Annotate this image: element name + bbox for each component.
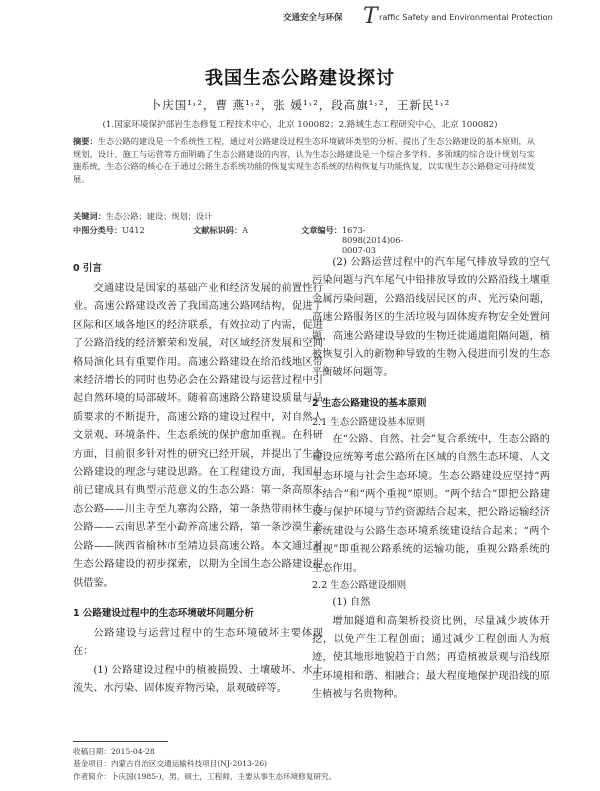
paper-title: 我国生态公路建设探讨 [205, 68, 395, 89]
paragraph: 交通建设是国家的基础产业和经济发展的前置性行业。高速公路建设改善了我国高速公路网结构，促进了区际和区域各地区的经济联系，有效拉动了内需，促进了公路沿线的经济繁荣和发展，对区域经济发展和空间格局演化具有重要作用。高速公路建设在给沿线地区带来经济增长的同时也势必会在公路建设与运营过程中引起自然环境的局部破坏。随着高速路公路建设质量与品质要求的不断提升，高速公路的建设过程中，对自然人文景观、环境条件、生态系统的保护愈加重视。在科研方面，目前很多针对性的研究已经开展，并提出了生态公路建设的理念与建设思路。在工程建设方面，我国目前已建成具有典型示范意义的生态公路：第一条高原生态公路——川主寺至九寨沟公路，第一条热带雨林生态公路——云南思茅至小勐养高速公路，第一条沙漠生态公路——陕西省榆林市至靖边县高速公路。本文通过对生态公路建设的初步探索，以期为全国生态公路建设提供借鉴。 [73, 283, 323, 589]
paragraph: 在“公路、自然、社会”复合系统中，生态公路的建设应统筹考虑公路所在区域的自然生态环境、人文生态环境与社会生态环境。生态公路建设应坚持“两个结合”和“两个重视”原则。“两个结合”即把公路建设与保护环境与节约资源结合起来，把公路运输经济系统建设与公路生态环境系统建设结合起来；“两个重视”即重视公路系统的运输功能，重视公路系统的生态作用。 [312, 433, 550, 574]
journal-name-en: raffic Safety and Environmental Protection [379, 12, 553, 22]
author-list: 卜庆国¹˒²，曹 燕¹˒²，张 媛¹˒²，段高旗¹˒²，王新民¹˒² [149, 98, 451, 112]
left-column [73, 254, 323, 699]
section-heading: 1 公路建设过程中的生态环境破坏问题分析 [73, 607, 254, 619]
abstract-label: 摘要： [73, 136, 98, 146]
keywords-label: 关键词： [73, 211, 106, 221]
footnotes [73, 746, 543, 783]
doc-code: 文献标识码： A [193, 225, 249, 235]
paragraph: (2) 公路运营过程中的汽车尾气排放导致的空气污染问题与汽车尾气中铅排放导致的公路沿线土壤重金属污染问题，公路沿线居民区的声、光污染问题，高速公路服务区的生活垃圾与固体废弃物安全处置问题，高速公路建设导致的生物迁徙通道阻隔问题，植被恢复引入的新物种导致的生物入侵进而引发的生态平衡破坏问题等。 [312, 257, 550, 379]
fund-project: 基金项目：内蒙古自治区交通运输科技项目(NJ-2013-26) [73, 759, 268, 769]
classification-row [73, 225, 535, 255]
journal-name-cn: 交通安全与环保 [283, 13, 343, 23]
keywords [73, 211, 535, 222]
section-heading: 0 引言 [73, 263, 102, 274]
right-column [312, 254, 550, 705]
footnote-divider [73, 741, 168, 742]
paragraph: 增加隧道和高架桥投资比例，尽量减少坡体开挖，以免产生工程创面；通过减少工程创面人为痕迹，使其地形地貌趋于自然；再造植被景观与沿线原生环境相和谐、相融合；最大程度地保护现沿线的原生植被与名贵物种。 [312, 615, 550, 701]
author-bio: 作者简介：卜庆国(1985-)，男，硕士，工程师，主要从事生态环境修复研究。 [73, 771, 337, 781]
clc-number: 中图分类号： U412 [73, 225, 145, 235]
paragraph: (1) 公路建设过程中的植被损毁、土壤破坏、水土流失、水污染、固体废弃物污染，景观破碎等。 [73, 664, 323, 695]
abstract [73, 135, 535, 185]
paragraph: 公路建设与运营过程中的生态环境破坏主要体现在： [73, 627, 323, 658]
subsection-heading: 2.2 生态公路建设细则 [312, 580, 407, 592]
section-heading: 2 生态公路建设的基本原则 [312, 397, 427, 409]
list-item-heading: (1) 自然 [332, 597, 371, 609]
received-date: 收稿日期：2015-04-28 [73, 747, 155, 756]
keywords-text: 生态公路；建设；规划；设计 [105, 211, 213, 221]
abstract-text: 生态公路的建设是一个系统性工程，通过对公路建设过程生态环境破坏类型的分析，提出了生态公路建设的基本原则，从规划、设计、施工与运营等方面明确了生态公路建设的内容，认为生态公路建设是一个综合多学科、多领域的综合设计规划与实施系统，生态公路的核心在于通过公路生态系统功能的恢复实现生态系统的结构恢复与功能恢复，以实现生态公路稳定可持续发展。 [73, 136, 535, 184]
running-head [283, 6, 590, 28]
article-number: 文章编号： 1673-8098(2014)06-0007-03 [301, 225, 404, 255]
journal-logo-mark: T [363, 4, 378, 29]
subsection-heading: 2.1 生态公路建设基本原则 [312, 416, 426, 428]
affiliation: (1.国家环境保护部岩生态修复工程技术中心，北京 100082；2.路域生态工程研究中心，北京 100082) [102, 120, 498, 130]
